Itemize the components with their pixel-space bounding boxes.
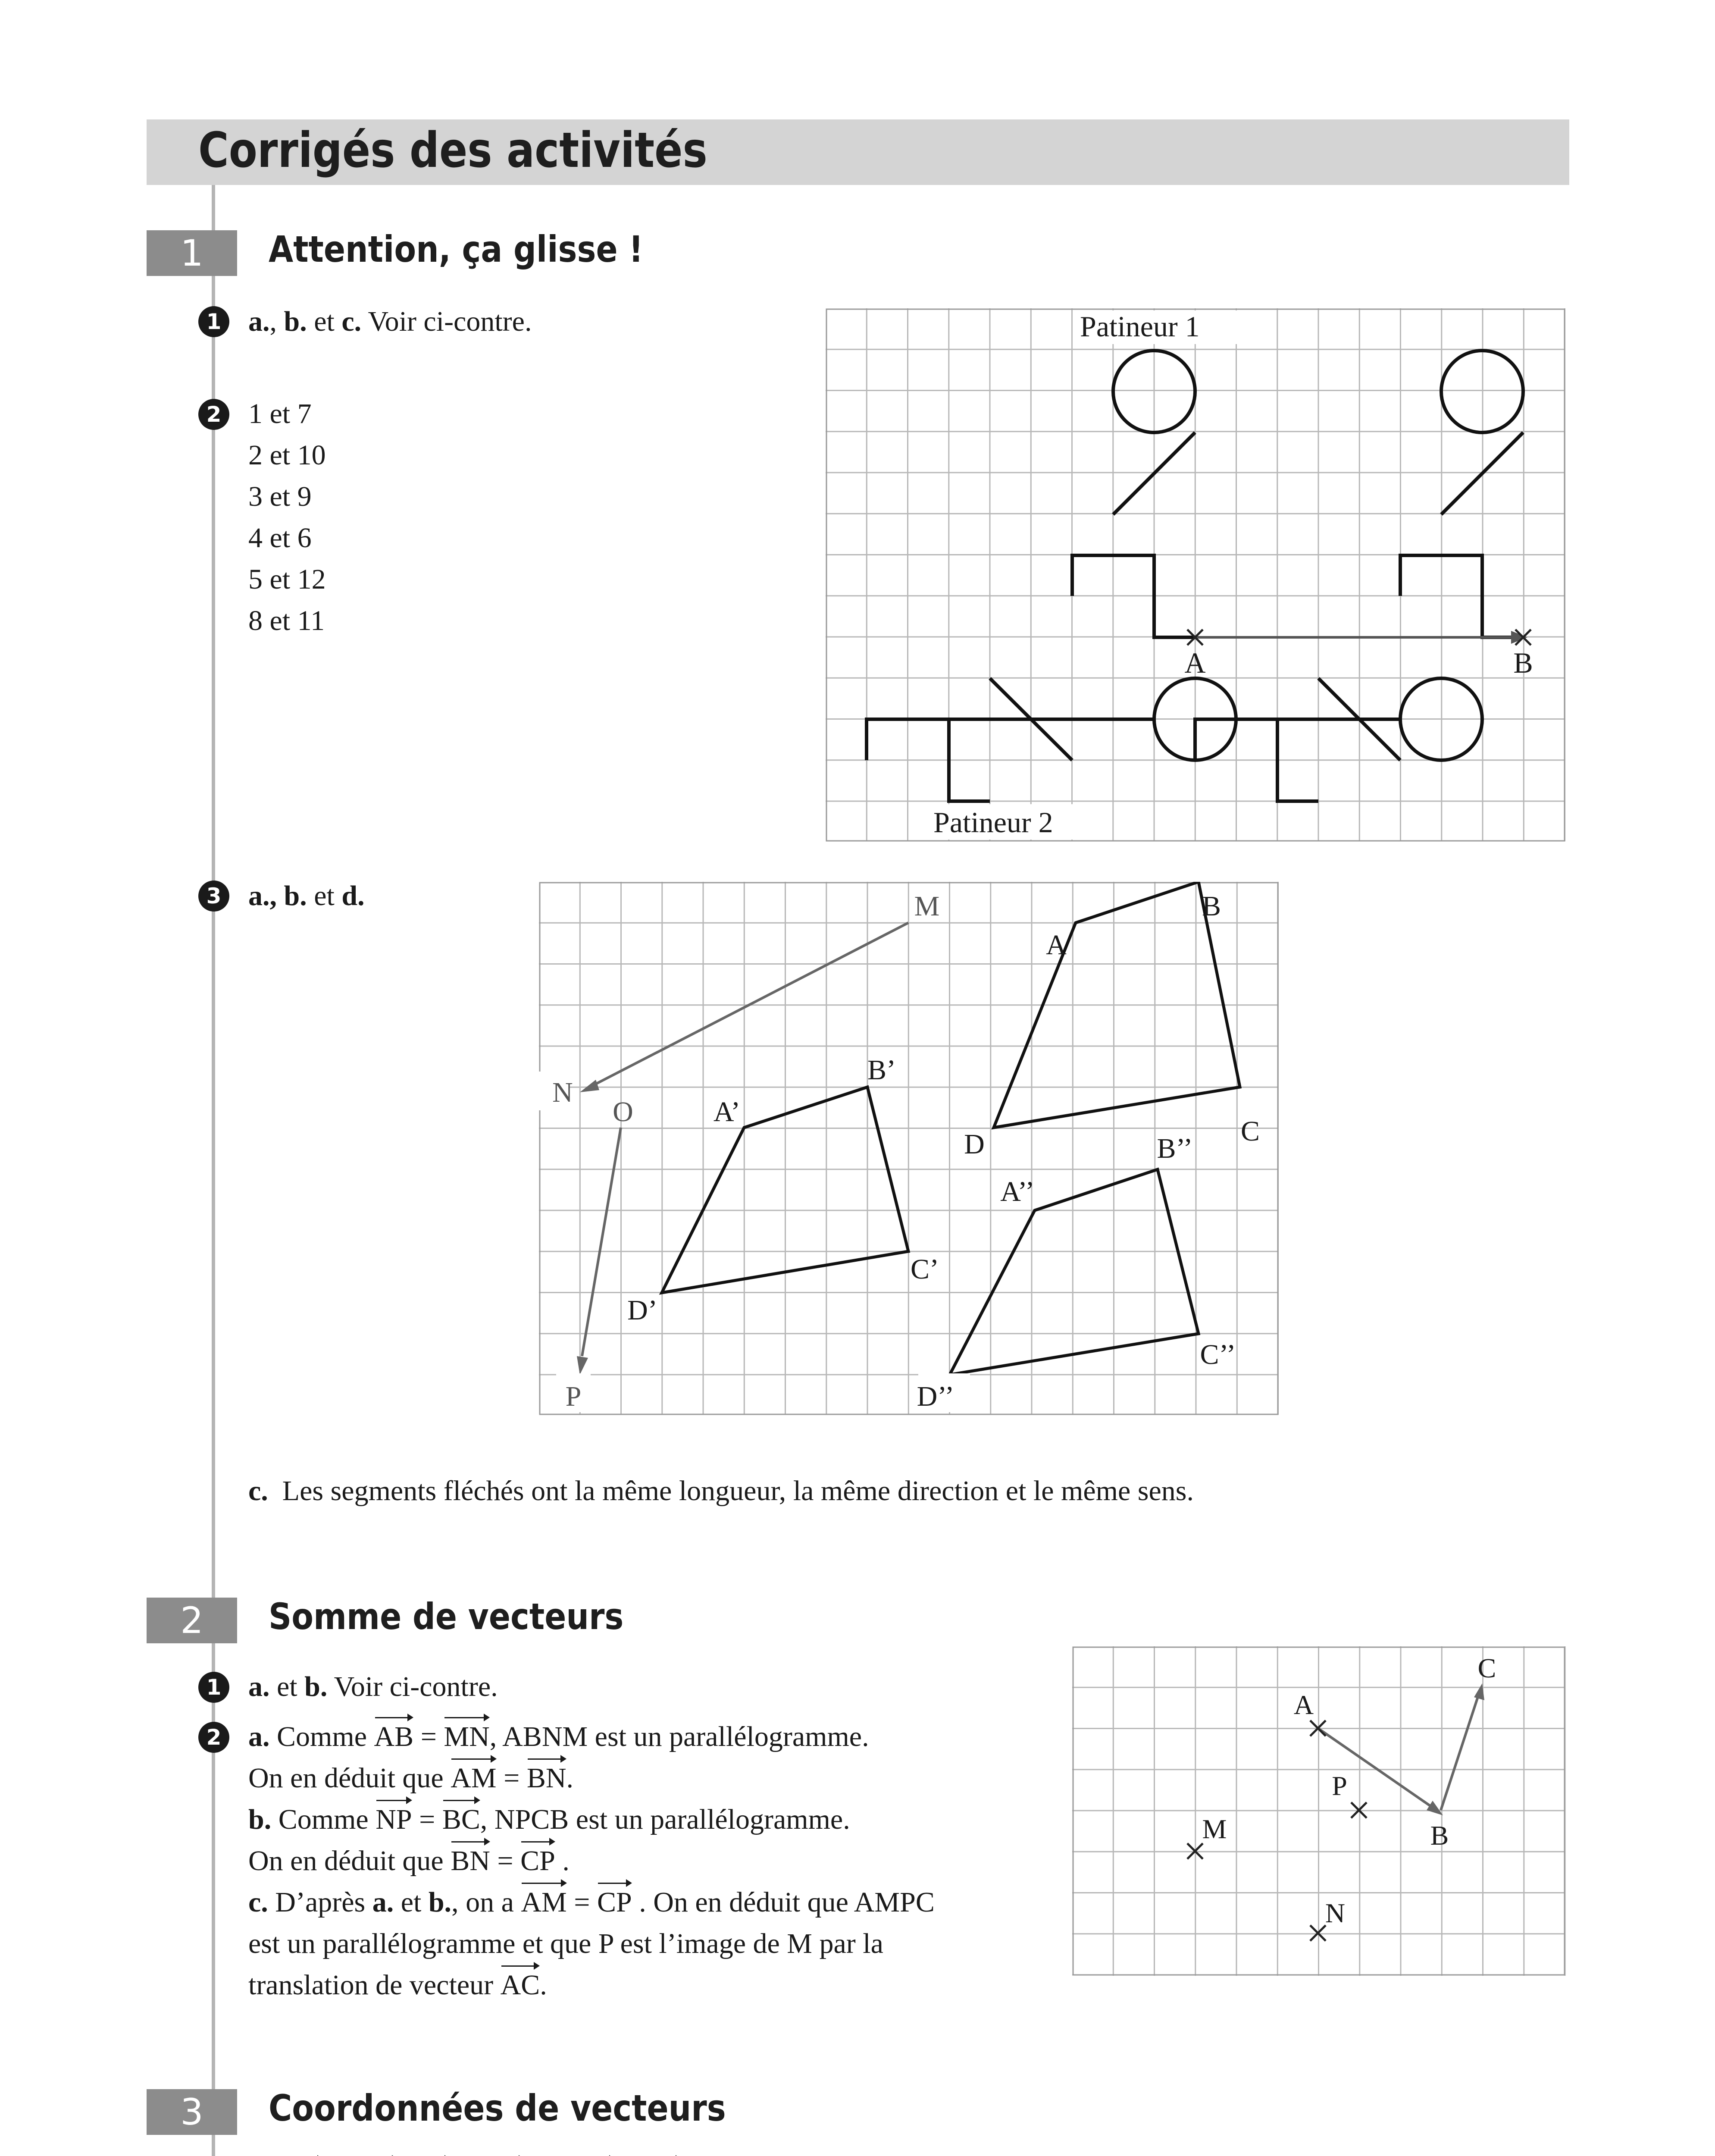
label-c1: C’ (911, 1253, 939, 1285)
label-m: M (1202, 1814, 1227, 1844)
question-text-block (248, 1716, 935, 2006)
text: Voir ci-contre. (327, 1671, 498, 1702)
vector: BN (527, 1758, 566, 1799)
label: b. (304, 1671, 328, 1702)
label-a: A (1046, 929, 1067, 961)
section-number: 3 (147, 2089, 237, 2135)
text: = (566, 1887, 597, 1918)
text: et (269, 1671, 305, 1702)
label-a: A (1293, 1689, 1314, 1720)
section-number: 2 (147, 1598, 237, 1643)
quad-a2b2c2d2 (950, 1169, 1199, 1375)
label-p: P (1332, 1771, 1347, 1801)
label-p: P (565, 1381, 582, 1412)
label: c. (248, 1887, 268, 1918)
list-item: 5 et 12 (248, 564, 326, 595)
list-item: 4 et 6 (248, 522, 312, 554)
label-c2: C’’ (1200, 1339, 1236, 1370)
line (248, 1840, 935, 1882)
label: a. (372, 1887, 394, 1918)
label-b: B (1202, 890, 1221, 922)
line (248, 1716, 935, 1758)
vector-bc (1441, 1683, 1484, 1810)
section-title: Coordonnées de vecteurs (269, 2087, 726, 2129)
label-b2: B’’ (1157, 1133, 1193, 1164)
text: Comme (271, 1804, 376, 1835)
list-item: 1 et 7 (248, 398, 312, 429)
page-title: Corrigés des activités (198, 122, 707, 179)
patineur-2-label: Patineur 2 (933, 806, 1053, 839)
question-text (248, 301, 532, 342)
label-d: D (964, 1128, 985, 1160)
question-bullet: 2 (198, 399, 229, 430)
list-item: 2 et 10 (248, 439, 326, 471)
question-bullet: 2 (198, 1722, 229, 1753)
skater-2-image (1195, 678, 1482, 801)
vector: CP (520, 1840, 555, 1882)
label-b: B (1430, 1820, 1449, 1851)
label: c. (341, 306, 362, 337)
vector-ab (1195, 631, 1527, 644)
label: b. (248, 1804, 272, 1835)
question-bullet: 3 (198, 881, 229, 912)
question-bullet: 1 (198, 306, 229, 337)
point-b-label: B (1513, 646, 1533, 679)
skater-1 (1072, 351, 1195, 637)
label: a. (248, 1671, 270, 1702)
label-n: N (552, 1077, 573, 1108)
text: , on a (451, 1887, 521, 1918)
label: c. (248, 1475, 268, 1507)
question-bullet: 1 (198, 1672, 229, 1703)
vector: MN (444, 1716, 489, 1758)
parallelogram-figure (1072, 1646, 1567, 1977)
text: et (307, 306, 342, 337)
text: , (269, 306, 284, 337)
line (248, 1758, 935, 1799)
line (248, 1965, 935, 2006)
vector: AM (451, 1758, 496, 1799)
label-b1: B’ (867, 1054, 896, 1086)
label-d2: D’’ (917, 1381, 955, 1412)
question-text (248, 875, 365, 917)
label-c: C (1477, 1653, 1496, 1683)
text: = (490, 1845, 521, 1877)
patineur-1-label: Patineur 1 (1080, 310, 1200, 343)
skaters-figure (826, 308, 1567, 843)
text: = (413, 1721, 444, 1752)
section-title: Somme de vecteurs (269, 1595, 624, 1638)
vector: NP (376, 1799, 412, 1840)
label: b. (428, 1887, 452, 1918)
label-m: M (914, 890, 940, 922)
label-c: C (1240, 1116, 1260, 1147)
list-item: 3 et 9 (248, 481, 312, 512)
label: a. (248, 1721, 270, 1752)
text: et (394, 1887, 429, 1918)
vector: CP (597, 1882, 632, 1923)
vector: AM (521, 1882, 566, 1923)
text: translation de vecteur (248, 1969, 501, 2001)
vector: AC (501, 1965, 540, 2006)
text: Les segments fléchés ont la même longueur, la même direction et le même sens. (282, 1475, 1194, 1507)
text: . (555, 1845, 570, 1877)
text: Voir ci-contre. (361, 306, 532, 337)
label: d. (341, 880, 365, 912)
question-text (248, 1666, 498, 1708)
text: Comme (269, 1721, 374, 1752)
vector: BC (442, 1799, 480, 1840)
vector: AB (374, 1716, 414, 1758)
conclusion-text (248, 1470, 1194, 1512)
label-a2: A’’ (1000, 1176, 1035, 1207)
text: . (540, 1969, 547, 2001)
grid (1072, 1646, 1565, 1976)
point-a-label: A (1184, 646, 1206, 679)
label-a1: A’ (713, 1096, 741, 1128)
pairs-list (248, 393, 326, 642)
text: = (412, 1804, 442, 1835)
skater-1-image (1400, 351, 1523, 637)
text: . (566, 1762, 573, 1794)
vector: BN (451, 1840, 490, 1882)
margin-rule (212, 185, 215, 2156)
text: , ABNM est un parallélogramme. (489, 1721, 869, 1752)
section-title: Attention, ça glisse ! (269, 228, 644, 270)
translations-figure (539, 882, 1280, 1416)
label-n: N (1325, 1898, 1346, 1928)
list-item: 8 et 11 (248, 605, 325, 636)
text: On en déduit que (248, 1845, 451, 1877)
label: b. (284, 306, 307, 337)
label: a., b. (248, 880, 307, 912)
text: On en déduit que (248, 1762, 451, 1794)
label-o: O (613, 1096, 633, 1128)
text: . On en déduit que AMPC (632, 1887, 935, 1918)
line (248, 1799, 935, 1840)
text: D’après (268, 1887, 372, 1918)
section-number: 1 (147, 230, 237, 276)
line: est un parallélogramme et que P est l’image de M par la (248, 1928, 883, 1959)
text: = (496, 1762, 527, 1794)
skater-2 (867, 678, 1236, 801)
line (248, 1882, 935, 1923)
text: , NPCB est un parallélogramme. (480, 1804, 850, 1835)
text: et (307, 880, 342, 912)
label: a. (248, 306, 270, 337)
label-d1: D’ (627, 1294, 657, 1326)
